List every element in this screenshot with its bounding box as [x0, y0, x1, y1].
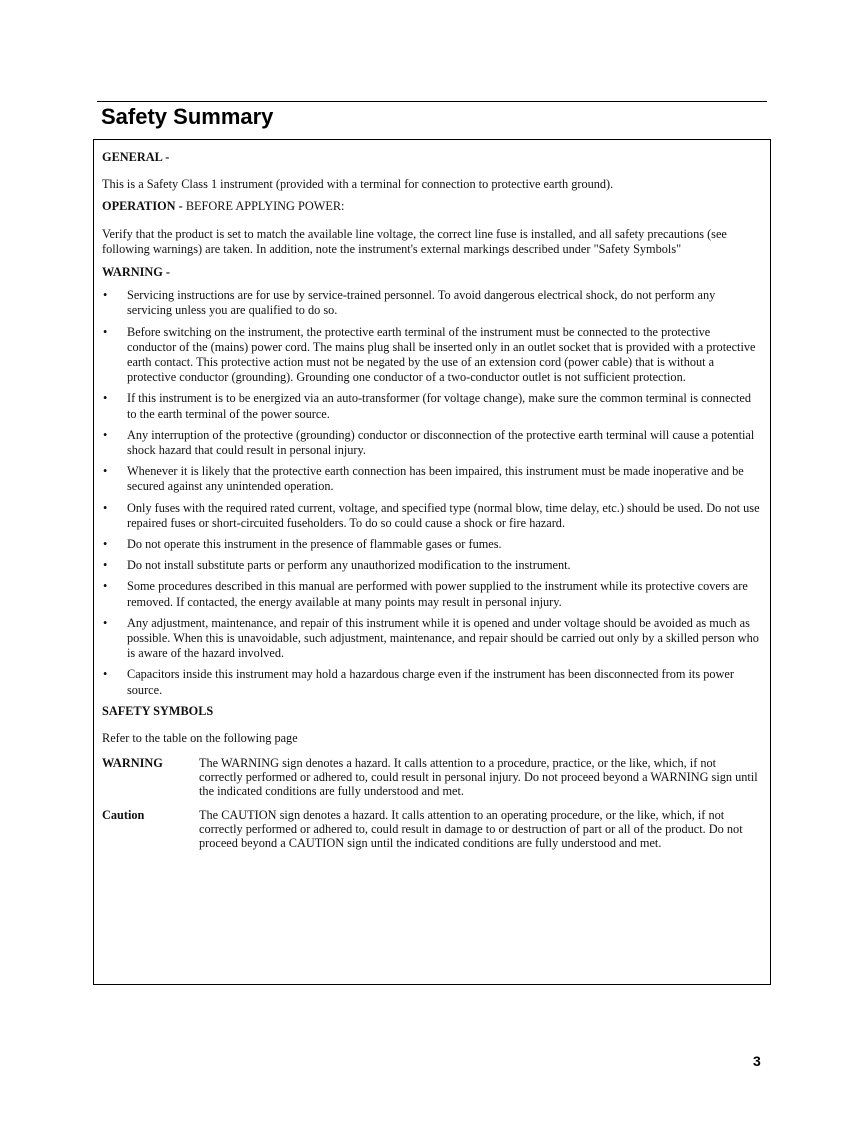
symbol-term: WARNING — [102, 756, 163, 771]
symbol-row-caution — [102, 808, 762, 850]
operation-heading-label: OPERATION - — [102, 199, 186, 214]
operation-text: Verify that the product is set to match the available line voltage, the correct line fuse is installed, and all safety precautions (see following warnings) are taken. In addition, note the instrument's external markings described under "Safety Symbols" — [102, 226, 727, 256]
bullet-icon: • — [103, 537, 108, 552]
bullet-icon: • — [103, 615, 108, 630]
bullet-icon: • — [103, 579, 108, 594]
warning-item — [102, 325, 762, 386]
symbol-row-warning — [102, 756, 762, 798]
warning-item-text: Some procedures described in this manual are performed with power supplied to the instrument while its protective covers are removed. If contacted, the energy available at many points may result in personal injury. — [127, 579, 748, 609]
safety-symbols-heading: SAFETY SYMBOLS — [102, 703, 214, 718]
bullet-icon: • — [103, 558, 108, 573]
warning-item — [102, 288, 762, 318]
warning-item — [102, 391, 762, 421]
warning-item-text: Any adjustment, maintenance, and repair of this instrument while it is opened and under voltage should be avoided as much as possible. When this is unavoidable, such adjustment, maintenance, and repair should be carried out only by a skilled person who is aware of the hazard involved. — [127, 615, 759, 661]
operation-heading-subtitle: BEFORE APPLYING POWER: — [185, 199, 345, 214]
symbol-description: The WARNING sign denotes a hazard. It calls attention to a procedure, practice, or the like, which, if not correctly performed or adhered to, could result in personal injury. Do not proceed beyond a WARNING sign until the indicated conditions are fully understood and met. — [199, 756, 758, 799]
warning-item-text: Only fuses with the required rated current, voltage, and specified type (normal blow, time delay, etc.) should be used. Do not use repaired fuses or short-circuited fuseholders. To do so could cause a shock or fire hazard. — [127, 500, 760, 530]
warning-item-text: If this instrument is to be energized via an auto-transformer (for voltage change), make sure the common terminal is connected to the earth terminal of the power source. — [127, 391, 751, 421]
operation-heading — [102, 199, 762, 214]
general-text: This is a Safety Class 1 instrument (provided with a terminal for connection to protective earth ground). — [102, 177, 614, 192]
bullet-icon: • — [103, 667, 108, 682]
warning-item — [102, 558, 762, 573]
bullet-icon: • — [103, 427, 108, 442]
warning-item-text: Servicing instructions are for use by service-trained personnel. To avoid dangerous electrical shock, do not perform any servicing unless you are qualified to do so. — [127, 288, 716, 318]
safety-summary-box — [93, 139, 771, 985]
bullet-icon: • — [103, 324, 108, 339]
page-number: 3 — [753, 1053, 761, 1069]
warning-item-text: Before switching on the instrument, the protective earth terminal of the instrument must be connected to the protective conductor of the (mains) power cord. The mains plug shall be inserted only in an outlet socket that is provided with a protective earth contact. This protective action must not be negated by the use of an extension cord (power cable) that is without a protective conductor (grounding). Grounding one conductor of a two-conductor outlet is not sufficient protection. — [127, 324, 756, 385]
warning-item-text: Any interruption of the protective (grounding) conductor or disconnection of the protective earth terminal will cause a potential shock hazard that could result in personal injury. — [127, 427, 755, 458]
bullet-icon: • — [103, 391, 108, 406]
warning-item-text: Do not operate this instrument in the presence of flammable gases or fumes. — [127, 537, 502, 552]
warning-item-text: Do not install substitute parts or perform any unauthorized modification to the instrument. — [127, 558, 571, 573]
warning-item — [102, 428, 762, 458]
bullet-icon: • — [103, 464, 108, 479]
warning-item — [102, 464, 762, 494]
warning-item-text: Capacitors inside this instrument may hold a hazardous charge even if the instrument has been disconnected from its power source. — [127, 667, 734, 697]
bullet-icon: • — [103, 288, 108, 303]
symbol-description: The CAUTION sign denotes a hazard. It calls attention to an operating procedure, or the like, which, if not correctly performed or adhered to, could result in damage to or destruction of part or all of the product. Do not proceed beyond a CAUTION sign until the indicated conditions are fully understood and met. — [199, 808, 743, 851]
general-heading: GENERAL - — [102, 150, 170, 164]
warning-heading: WARNING - — [102, 265, 170, 280]
warning-item — [102, 501, 762, 531]
warning-item — [102, 667, 762, 697]
warning-item-text: Whenever it is likely that the protective earth connection has been impaired, this instrument must be made inoperative and be secured against any unintended operation. — [127, 464, 744, 494]
safety-symbols-intro: Refer to the table on the following page — [102, 731, 298, 746]
page-title: Safety Summary — [101, 104, 274, 129]
bullet-icon: • — [103, 500, 108, 515]
title-rule — [97, 101, 767, 102]
warning-list — [102, 288, 762, 698]
warning-item — [102, 579, 762, 609]
warning-item — [102, 616, 762, 662]
warning-item — [102, 537, 762, 552]
symbol-term: Caution — [102, 808, 145, 823]
